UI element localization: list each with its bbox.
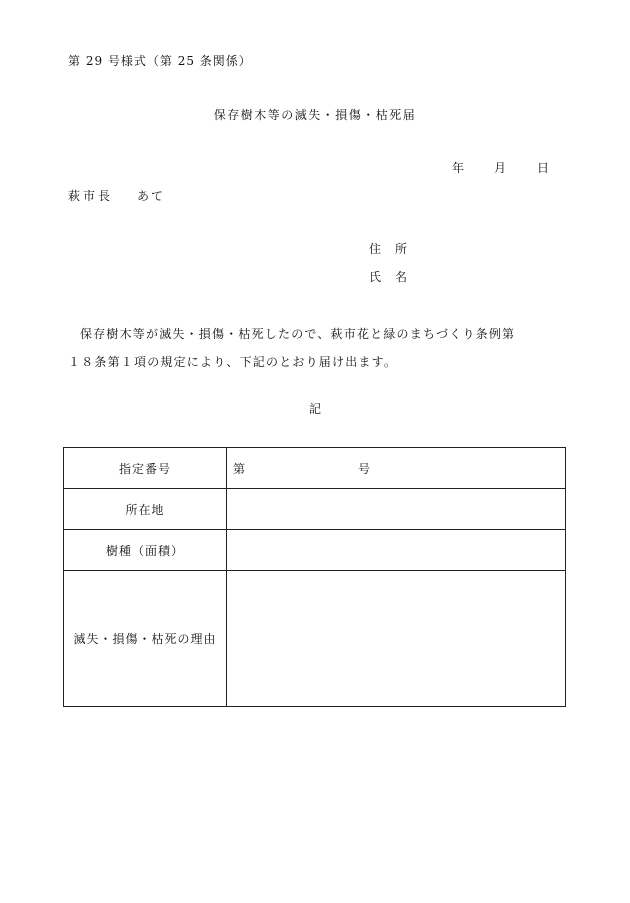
table-row [64,448,566,489]
species-area-field[interactable] [227,530,566,571]
ki-heading: 記 [308,402,321,416]
addressee-name: 萩市長 [68,189,114,203]
species-area-label: 樹種（面積） [64,530,227,571]
date-month-label: 月 [494,161,507,175]
designation-number-suffix: 号 [358,461,372,476]
location-label: 所在地 [64,489,227,530]
designation-number-label: 指定番号 [64,448,227,489]
table-row [64,489,566,530]
detail-table [63,447,566,707]
applicant-address-label: 住所 [369,242,422,256]
location-field[interactable] [227,489,566,530]
addressee [68,187,165,204]
body-text [68,320,548,376]
reason-field[interactable] [227,571,566,707]
designation-number-field[interactable] [227,448,566,489]
applicant-name [369,268,421,285]
designation-number-prefix: 第 [233,461,247,476]
reason-label: 滅失・損傷・枯死の理由 [64,571,227,707]
body-line-1: 保存樹木等が滅失・損傷・枯死したので、萩市花と緑のまちづくり条例第 [80,327,516,341]
applicant-address [369,240,421,257]
date-year-label: 年 [452,161,465,175]
applicant-name-label: 氏名 [369,270,422,284]
form-number: 第 29 号様式（第 25 条関係） [68,54,252,68]
table-row [64,530,566,571]
date-day-label: 日 [537,161,550,175]
body-line-2: １８条第１項の規定により、下記のとおり届け出ます。 [68,355,398,369]
addressee-suffix: あて [137,189,166,203]
table-row [64,571,566,707]
page-title: 保存樹木等の滅失・損傷・枯死届 [213,108,417,122]
